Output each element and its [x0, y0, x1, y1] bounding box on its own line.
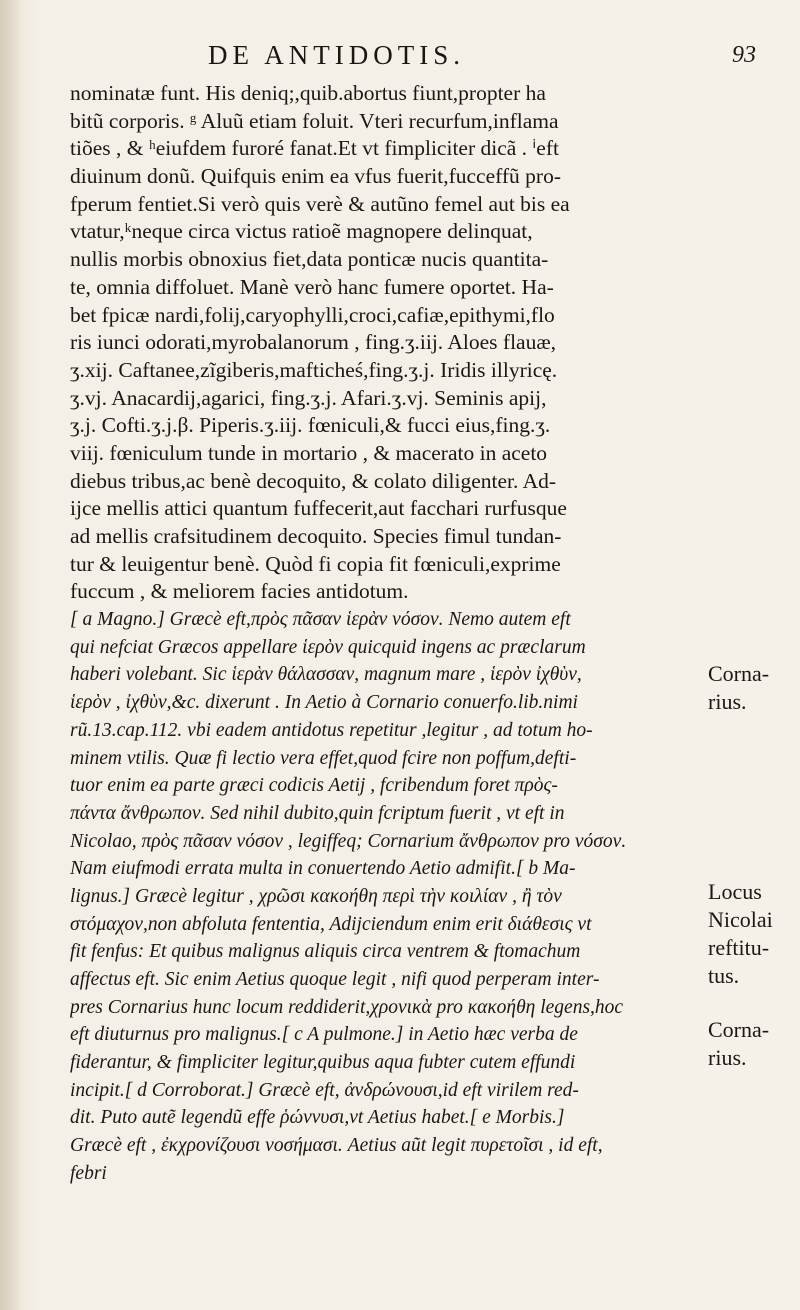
text-line: qui nefciat Græcos appellare ἱερὸν quicquid ingens ac præclarum [70, 636, 586, 658]
text-line: tiões , & ʰeiufdem furoré fanat.Et vt fimpliciter dicã . ⁱeft [70, 136, 559, 161]
running-head-title: DE ANTIDOTIS. [208, 40, 465, 70]
margin-note: Corna- [708, 1017, 770, 1042]
margin-note: Corna- [708, 661, 770, 686]
text-line: fperum fentiet.Si verò quis verè & autũno femel aut bis ea [70, 191, 570, 216]
body-text [70, 80, 690, 1188]
text-line: affectus eft. Sic enim Aetius quoque legit , nifi quod perperam inter- [70, 969, 600, 990]
margin-note: rius. [708, 689, 747, 714]
margin-note: Nicolai [708, 907, 773, 932]
text-line: lignus.] Græcè legitur , χρῶσι κακοήθη περὶ τὴν κοιλίαν , ἢ τὸν [70, 885, 562, 907]
text-line: [ a Magno.] Græcè eft,πρὸς πᾶσαν ἱερὰν νόσον. Nemo autem eft [70, 609, 571, 631]
margin-note: rius. [708, 1045, 747, 1070]
margin-note: reftitu- [708, 935, 770, 960]
text-line: incipit.[ d Corroborat.] Græcè eft, ἀνδρώνουσι,id eft virilem red- [70, 1079, 579, 1101]
gutter-shadow [0, 0, 22, 1310]
text-line: Græcè eft , ἐκχρονίζουσι νοσήμασι. Aetius aũt legit πυρετοῖσι , id eft, [70, 1135, 603, 1157]
margin-note: tus. [708, 963, 740, 988]
running-head [60, 40, 760, 80]
text-line: tur & leuigentur benè. Quòd fi copia fit fœniculi,exprime [70, 551, 561, 576]
text-line: ʒ.j. Cofti.ʒ.j.β. Piperis.ʒ.iij. fœniculi,& fucci eius,fing.ʒ. [70, 413, 551, 438]
text-line: vtatur,ᵏneque circa victus ratioẽ magnopere delinquat, [70, 219, 533, 244]
text-line: rũ.13.cap.112. vbi eadem antidotus repetitur ,legitur , ad totum ho- [70, 719, 593, 741]
text-line: nullis morbis obnoxius fiet,data ponticæ nucis quantita- [70, 247, 549, 272]
margin-note: Locus [708, 879, 762, 904]
text-line: ad mellis crafsitudinem decoquito. Species fimul tundan- [70, 524, 562, 548]
text-line: febri [70, 1162, 107, 1184]
text-line: fit fenfus: Et quibus malignus aliquis circa ventrem & ftomachum [70, 941, 581, 963]
page-number: 93 [732, 42, 756, 68]
text-line: ἱερὸν , ἰχθὺν,&c. dixerunt . In Aetio à Cornario conuerfo.lib.nimi [70, 692, 578, 714]
text-line: ʒ.xij. Caftanee,zĩgiberis,mafticheś,fing.ʒ.j. Iridis illyricę. [70, 357, 558, 382]
text-line: ris iunci odorati,myrobalanorum , fing.ʒ.iij. Aloes flauæ, [70, 330, 557, 355]
text-line: haberi volebant. Sic ἱερὰν θάλασσαν, magnum mare , ἱερὸν ἰχθὺν, [70, 664, 582, 686]
text-line: tuor enim ea parte græci codicis Aetij , fcribendum foret πρὸς- [70, 775, 558, 797]
text-line: ijce mellis attici quantum fuffecerit,aut facchari rurfusque [70, 496, 567, 521]
text-line: πάντα ἄνθρωπον. Sed nihil dubito,quin fcriptum fuerit , vt eft in [70, 802, 565, 824]
text-line: eft diuturnus pro malignus.[ c A pulmone.] in Aetio hæc verba de [70, 1024, 578, 1046]
text-line: diuinum donũ. Quifquis enim ea vfus fuerit,fucceffũ pro- [70, 164, 561, 189]
text-line: ʒ.vj. Anacardij,agarici, fing.ʒ.j. Afari.ʒ.vj. Seminis apij, [70, 385, 547, 410]
text-line: fuccum , & meliorem facies antidotum. [70, 579, 409, 604]
text-line: Nam eiufmodi errata multa in conuertendo Aetio admifit.[ b Ma- [70, 858, 576, 880]
text-line: bitũ corporis. ᵍ Aluũ etiam foluit. Vteri recurfum,inflama [70, 108, 559, 133]
text-line: viij. fœniculum tunde in mortario , & macerato in aceto [70, 440, 548, 465]
margin-notes [708, 0, 800, 1310]
text-line: minem vtilis. Quæ fi lectio vera effet,quod fcire non poffum,defti- [70, 747, 577, 769]
text-line: diebus tribus,ac benè decoquito, & colato diligenter. Ad- [70, 468, 557, 493]
text-line: pres Cornarius hunc locum reddiderit,χρονικὰ pro κακοήθη legens,hoc [70, 996, 624, 1018]
text-line: Nicolao, πρὸς πᾶσαν νόσον , legiffeq; Cornarium ἄνθρωπον pro νόσον. [70, 830, 627, 852]
text-line: fiderantur, & fimpliciter legitur,quibus aqua fubter cutem effundi [70, 1052, 576, 1074]
text-line: nominatæ funt. His deniq;,quib.abortus fiunt,propter ha [70, 81, 546, 105]
text-line: te, omnia diffoluet. Manè verò hanc fumere oportet. Ha- [70, 274, 554, 299]
text-line: dit. Puto autẽ legendũ effe ῥώννυσι,vt Aetius habet.[ e Morbis.] [70, 1107, 565, 1129]
text-line: bet fpicæ nardi,folij,caryophylli,croci,cafiæ,epithymi,flo [70, 302, 555, 327]
text-line: στόμαχον,non abfoluta fententia, Adijciendum enim erit διάθεσις vt [70, 913, 592, 935]
